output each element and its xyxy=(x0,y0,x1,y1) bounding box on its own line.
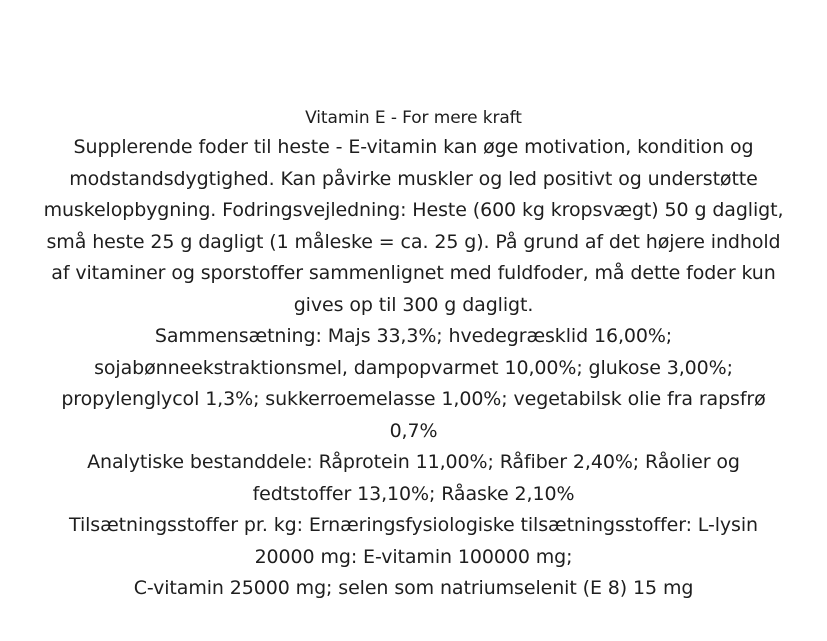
product-title: Vitamin E - For mere kraft xyxy=(305,108,522,128)
analytical-line: Analytiske bestanddele: Råprotein 11,00%; Råfiber 2,40%; Råolier og xyxy=(87,451,740,473)
text-line: modstandsdygtighed. Kan påvirke muskler og led positivt og understøtte xyxy=(69,167,758,190)
text-line: gives op til 300 g dagligt. xyxy=(293,293,534,316)
text-line: små heste 25 g dagligt (1 måleske = ca. 25 g). På grund af det højere indhold xyxy=(46,230,781,253)
analytical-line: fedtstoffer 13,10%; Råaske 2,10% xyxy=(252,482,575,505)
additives-line: C-vitamin 25000 mg; selen som natriumselenit (E 8) 15 mg xyxy=(133,577,694,599)
text-line: muskelopbygning. Fodringsvejledning: Heste (600 kg kropsvægt) 50 g dagligt, xyxy=(43,199,784,221)
composition-line: propylenglycol 1,3%; sukkerroemelasse 1,00%; vegetabilsk olie fra rapsfrø xyxy=(61,388,766,410)
product-description xyxy=(0,104,827,605)
composition-line: Sammensætning: Majs 33,3%; hvedegræsklid 16,00%; xyxy=(154,325,673,347)
additives-line: Tilsætningsstoffer pr. kg: Ernæringsfysiologiske tilsætningsstoffer: L-lysin xyxy=(69,514,758,536)
composition-line: sojabønneekstraktionsmel, dampopvarmet 10,00%; glukose 3,00%; xyxy=(94,356,733,379)
text-line: Supplerende foder til heste - E-vitamin kan øge motivation, kondition og xyxy=(73,136,754,158)
composition-line: 0,7% xyxy=(389,419,438,442)
text-line: af vitaminer og sporstoffer sammenlignet med fuldfoder, må dette foder kun xyxy=(51,262,776,284)
additives-line: 20000 mg: E-vitamin 100000 mg; xyxy=(254,545,573,568)
